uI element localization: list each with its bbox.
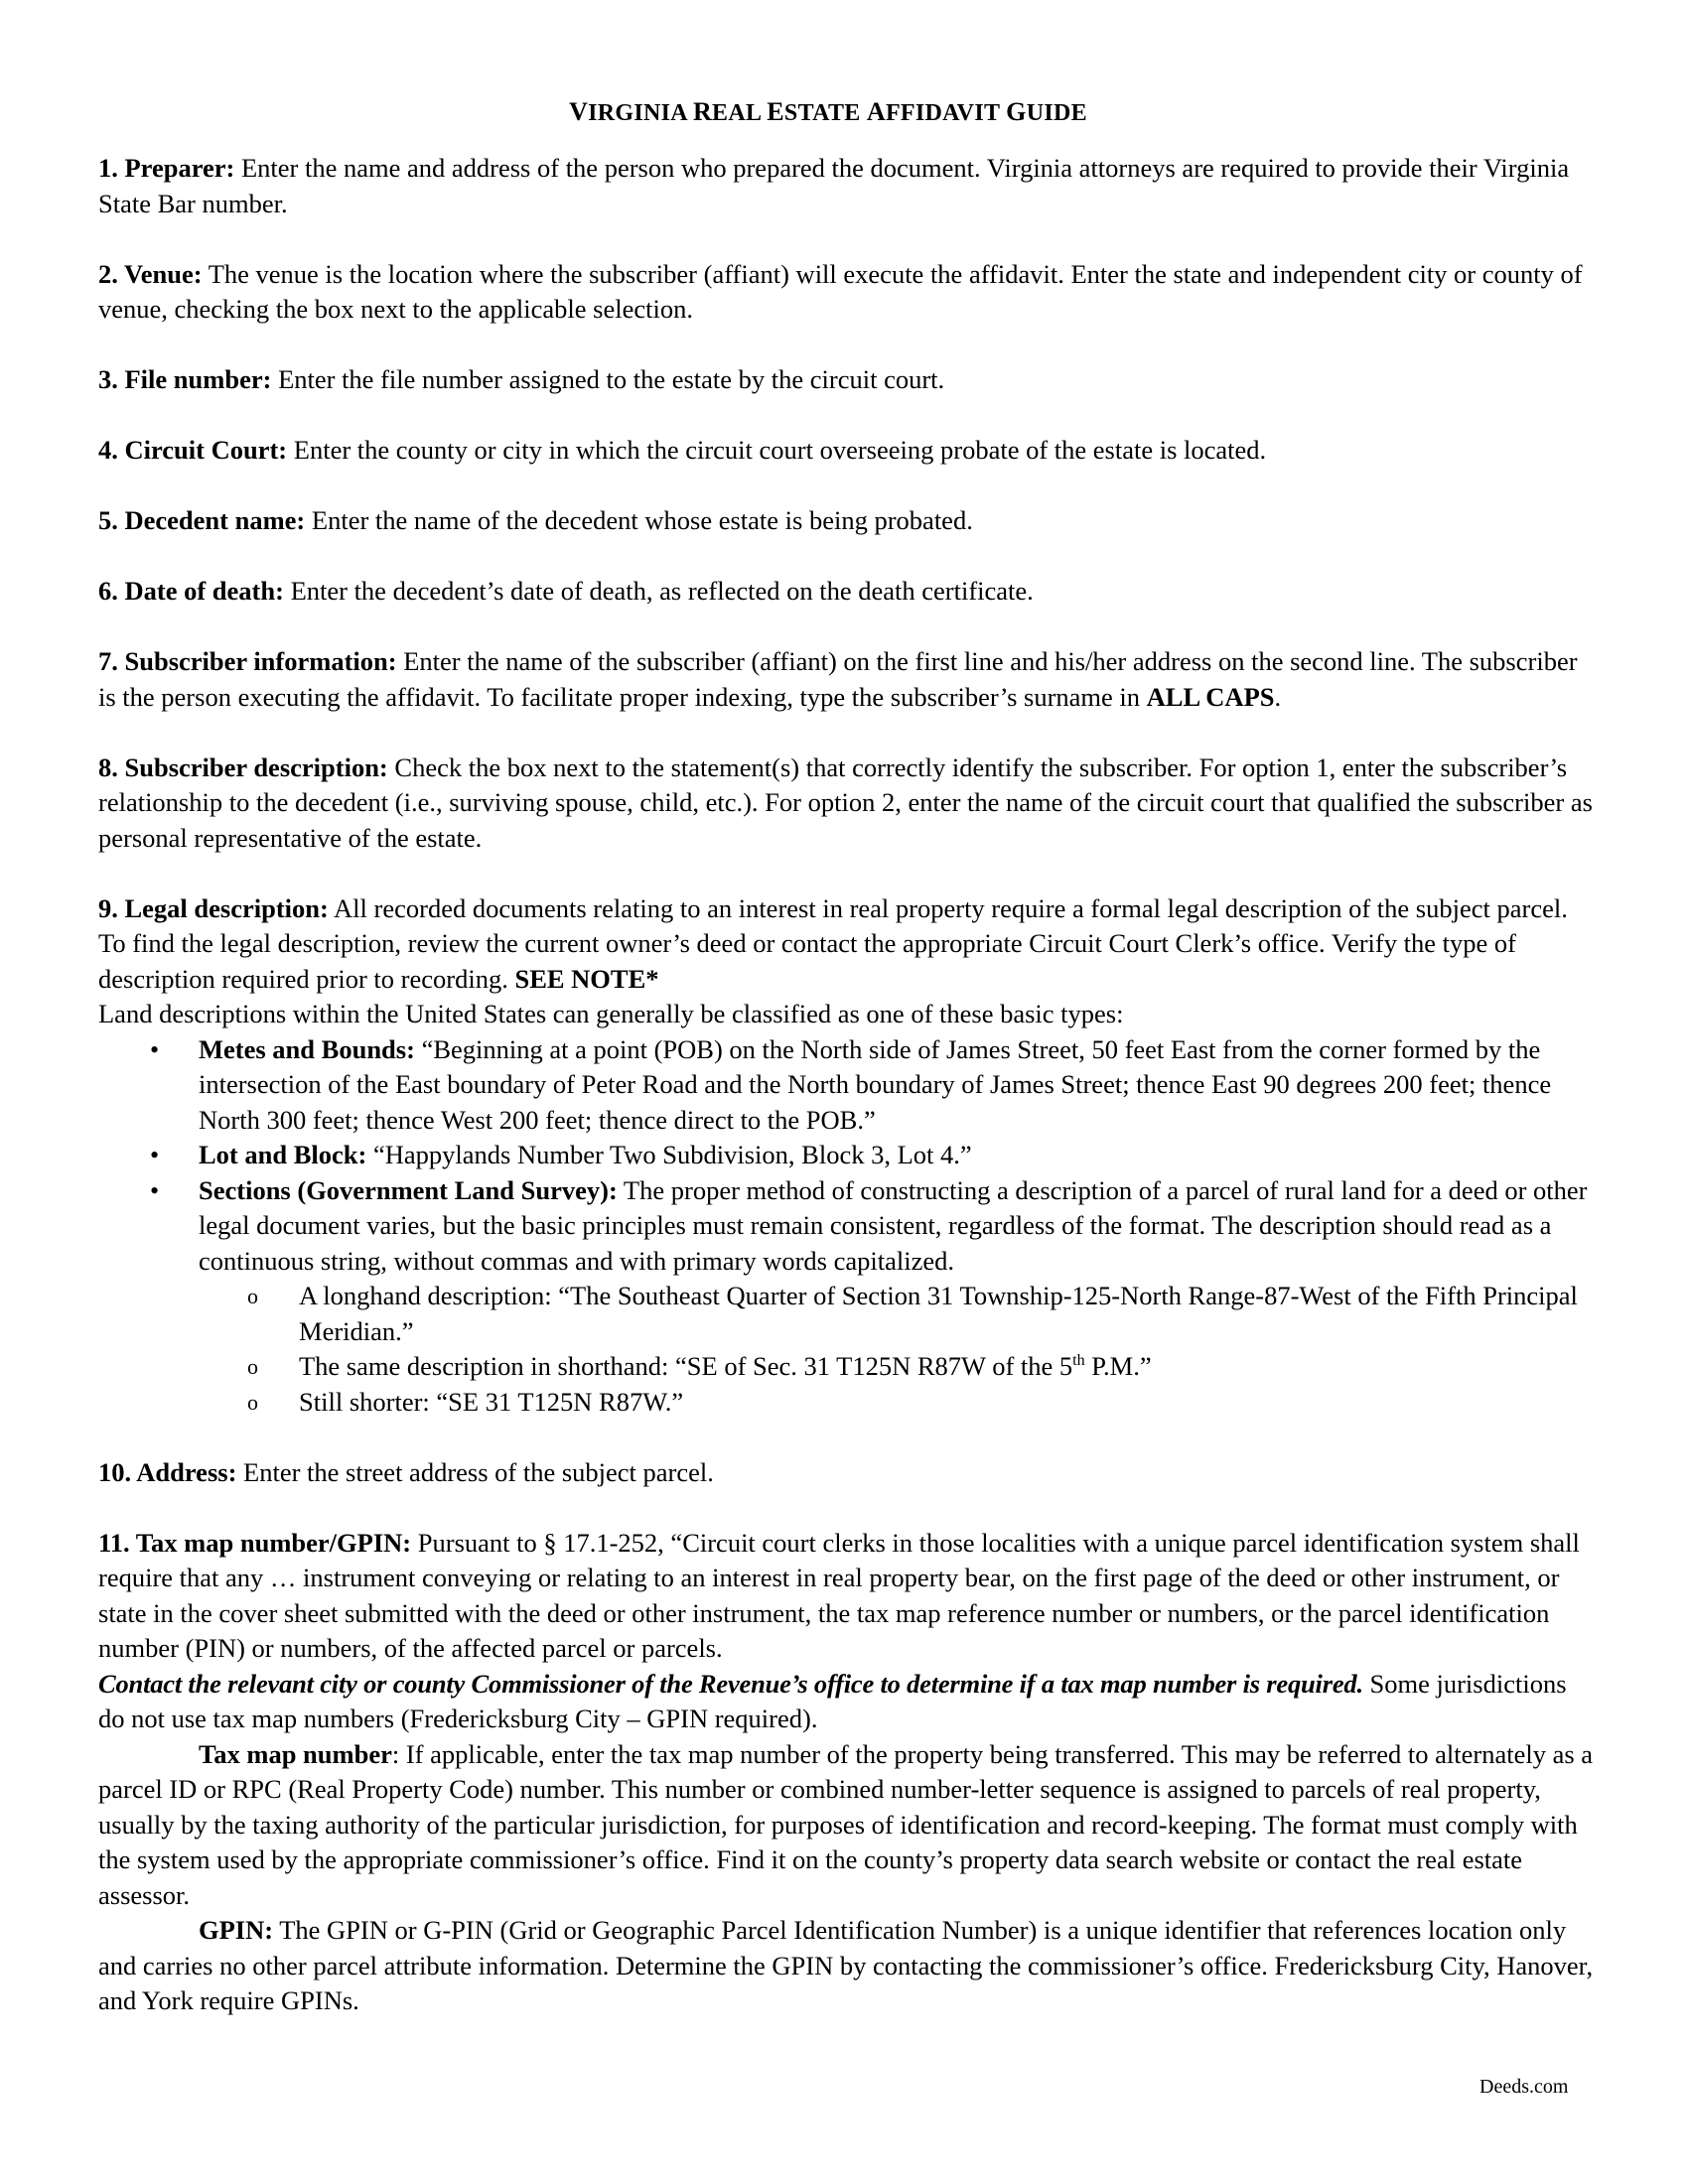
tax-map-number-paragraph: [98, 1737, 1598, 1914]
list-item: [98, 1032, 1598, 1139]
section-label: 1. Preparer:: [98, 153, 235, 183]
list-item: [98, 1138, 1598, 1173]
gpin-paragraph: [98, 1913, 1598, 2019]
item-text: P.M.”: [1084, 1351, 1152, 1381]
section-text: Some jurisdictions do not use tax map numbers (Fredericksburg City – GPIN required).: [98, 1668, 1567, 1733]
title-initial: G: [1006, 97, 1027, 126]
section-label: 8. Subscriber description:: [98, 751, 388, 782]
title-word: EAL: [712, 100, 761, 126]
section-label: 10. Address:: [98, 1456, 237, 1487]
section-text: Enter the county or city in which the circuit court overseeing probate of the estate is located.: [287, 435, 1267, 465]
section-label: 11. Tax map number/GPIN:: [98, 1527, 412, 1558]
section-text: Enter the file number assigned to the estate by the circuit court.: [271, 364, 945, 394]
sublist-item: o A longhand description: “The Southeast Quarter of Section 31 Township-125-North Range-87-West of the Fifth Principal Meridian.”: [98, 1279, 1598, 1349]
sections-examples-list: [98, 1279, 1598, 1420]
section-circuit-court: [98, 433, 1598, 469]
subsection-label: Tax map number: [199, 1738, 392, 1769]
section-text: Enter the street address of the subject parcel.: [236, 1456, 714, 1487]
title-initial: A: [866, 97, 886, 126]
see-note-emphasis: SEE NOTE*: [514, 963, 659, 994]
ordinal-superscript: th: [1072, 1352, 1085, 1370]
item-text: “Happylands Number Two Subdivision, Block 3, Lot 4.”: [366, 1140, 972, 1169]
section-text: Enter the decedent’s date of death, as reflected on the death certificate.: [283, 576, 1034, 606]
section-legal-description: [98, 891, 1598, 1421]
item-text: The proper method of constructing a description of a parcel of rural land for a deed or other legal document varies, but the basic principles must remain consistent, regardless of the format. The description should read as a continuous string, without commas and with primary words capitalized.: [199, 1174, 1588, 1276]
item-label: Lot and Block:: [199, 1140, 367, 1169]
title-word: IRGINIA: [588, 100, 687, 126]
section-text: The venue is the location where the subscriber (affiant) will execute the affidavit. Enter the state and independent city or county of venue, checking the box next to the applicable selection.: [98, 258, 1583, 324]
section-label: 6. Date of death:: [98, 576, 284, 606]
title-word: FFIDAVIT: [885, 100, 1000, 126]
item-text: “Beginning at a point (POB) on the North side of James Street, 50 feet East from the corner formed by the intersection of the East boundary of Peter Road and the North boundary of James Street; thence East 90 degrees 200 feet; thence North 300 feet; thence West 200 feet; thence direct to the POB.”: [199, 1033, 1552, 1135]
section-preparer: [98, 151, 1598, 221]
title-initial: V: [569, 97, 589, 126]
section-text: : If applicable, enter the tax map number of the property being transferred. This may be referred to alternately as a parcel ID or RPC (Real Property Code) number. This number or combined number-letter sequence is assigned to parcels of real property, usually by the taxing authority of the particular jurisdiction, for purposes of identification and record-keeping. The format must comply with the system used by the appropriate commissioner’s office. Find it on the county’s property data search website or contact the real estate assessor.: [98, 1738, 1594, 1910]
section-label: 4. Circuit Court:: [98, 435, 288, 465]
section-text: The GPIN or G-PIN (Grid or Geographic Parcel Identification Number) is a unique identifier that references location only and carries no other parcel attribute information. Determine the GPIN by contacting the commissioner’s office. Fredericksburg City, Hanover, and York require GPINs.: [98, 1915, 1594, 2015]
land-description-intro: Land descriptions within the United States can generally be classified as one of these basic types:: [98, 999, 1124, 1028]
description-types-list: [98, 1032, 1598, 1280]
section-text: Enter the name and address of the person who prepared the document. Virginia attorneys are required to provide their Virginia State Bar number.: [98, 153, 1570, 218]
section-subscriber-description: [98, 751, 1598, 857]
page-title: [98, 97, 1598, 128]
section-label: 3. File number:: [98, 364, 272, 394]
section-text: Enter the name of the subscriber (affiant) on the first line and his/her address on the second line. The subscriber is the person executing the affidavit. To facilitate proper indexing, type the subscriber’s surname in: [98, 646, 1578, 712]
title-word: UIDE: [1026, 100, 1087, 126]
title-word: STATE: [783, 100, 861, 126]
sublist-item: [98, 1349, 1598, 1385]
section-decedent-name: [98, 503, 1598, 539]
section-text: Pursuant to § 17.1-252, “Circuit court clerks in those localities with a unique parcel identification system shall require that any … instrument conveying or relating to an interest in real property bear, on the first page of the deed or other instrument, or state in the cover sheet submitted with the deed or other instrument, the tax map reference number or numbers, or the parcel identification number (PIN) or numbers, of the affected parcel or parcels.: [98, 1527, 1580, 1663]
tax-map-paragraph: [98, 1526, 1598, 1737]
section-label: 9. Legal description:: [98, 892, 329, 923]
section-file-number: [98, 362, 1598, 398]
footer-brand: Deeds.com: [1479, 2076, 1569, 2098]
document-page: [98, 97, 1598, 2019]
sublist-item: o Still shorter: “SE 31 T125N R87W.”: [98, 1385, 1598, 1421]
section-text: Check the box next to the statement(s) that correctly identify the subscriber. For option 1, enter the subscriber’s relationship to the decedent (i.e., surviving spouse, child, etc.). For option 2, enter the name of the circuit court that qualified the subscriber as personal representative of the estate.: [98, 751, 1593, 853]
title-initial: R: [692, 97, 713, 126]
legal-description-paragraph: [98, 891, 1598, 998]
section-venue: [98, 257, 1598, 328]
list-item: [98, 1173, 1598, 1280]
section-label: 5. Decedent name:: [98, 505, 306, 535]
section-tax-map-number: [98, 1526, 1598, 2019]
all-caps-emphasis: ALL CAPS: [1146, 681, 1275, 712]
title-initial: E: [767, 97, 784, 126]
section-subscriber-information: [98, 644, 1598, 715]
section-label: 7. Subscriber information:: [98, 646, 397, 676]
section-address: [98, 1455, 1598, 1491]
commissioner-emphasis: Contact the relevant city or county Commissioner of the Revenue’s office to determine if a tax map number is required.: [98, 1668, 1363, 1699]
item-label: Sections (Government Land Survey):: [199, 1174, 618, 1205]
section-text: All recorded documents relating to an interest in real property require a formal legal description of the subject parcel. To find the legal description, review the current owner’s deed or contact the appropriate Circuit Court Clerk’s office. Verify the type of description required prior to recording.: [98, 892, 1568, 994]
item-text: The same description in shorthand: “SE of Sec. 31 T125N R87W of the 5: [299, 1351, 1073, 1381]
section-label: 2. Venue:: [98, 258, 203, 289]
section-date-of-death: [98, 574, 1598, 610]
section-text: Enter the name of the decedent whose estate is being probated.: [305, 505, 973, 535]
subsection-label: GPIN:: [199, 1915, 274, 1945]
item-label: Metes and Bounds:: [199, 1033, 415, 1064]
section-text: .: [1274, 681, 1282, 712]
